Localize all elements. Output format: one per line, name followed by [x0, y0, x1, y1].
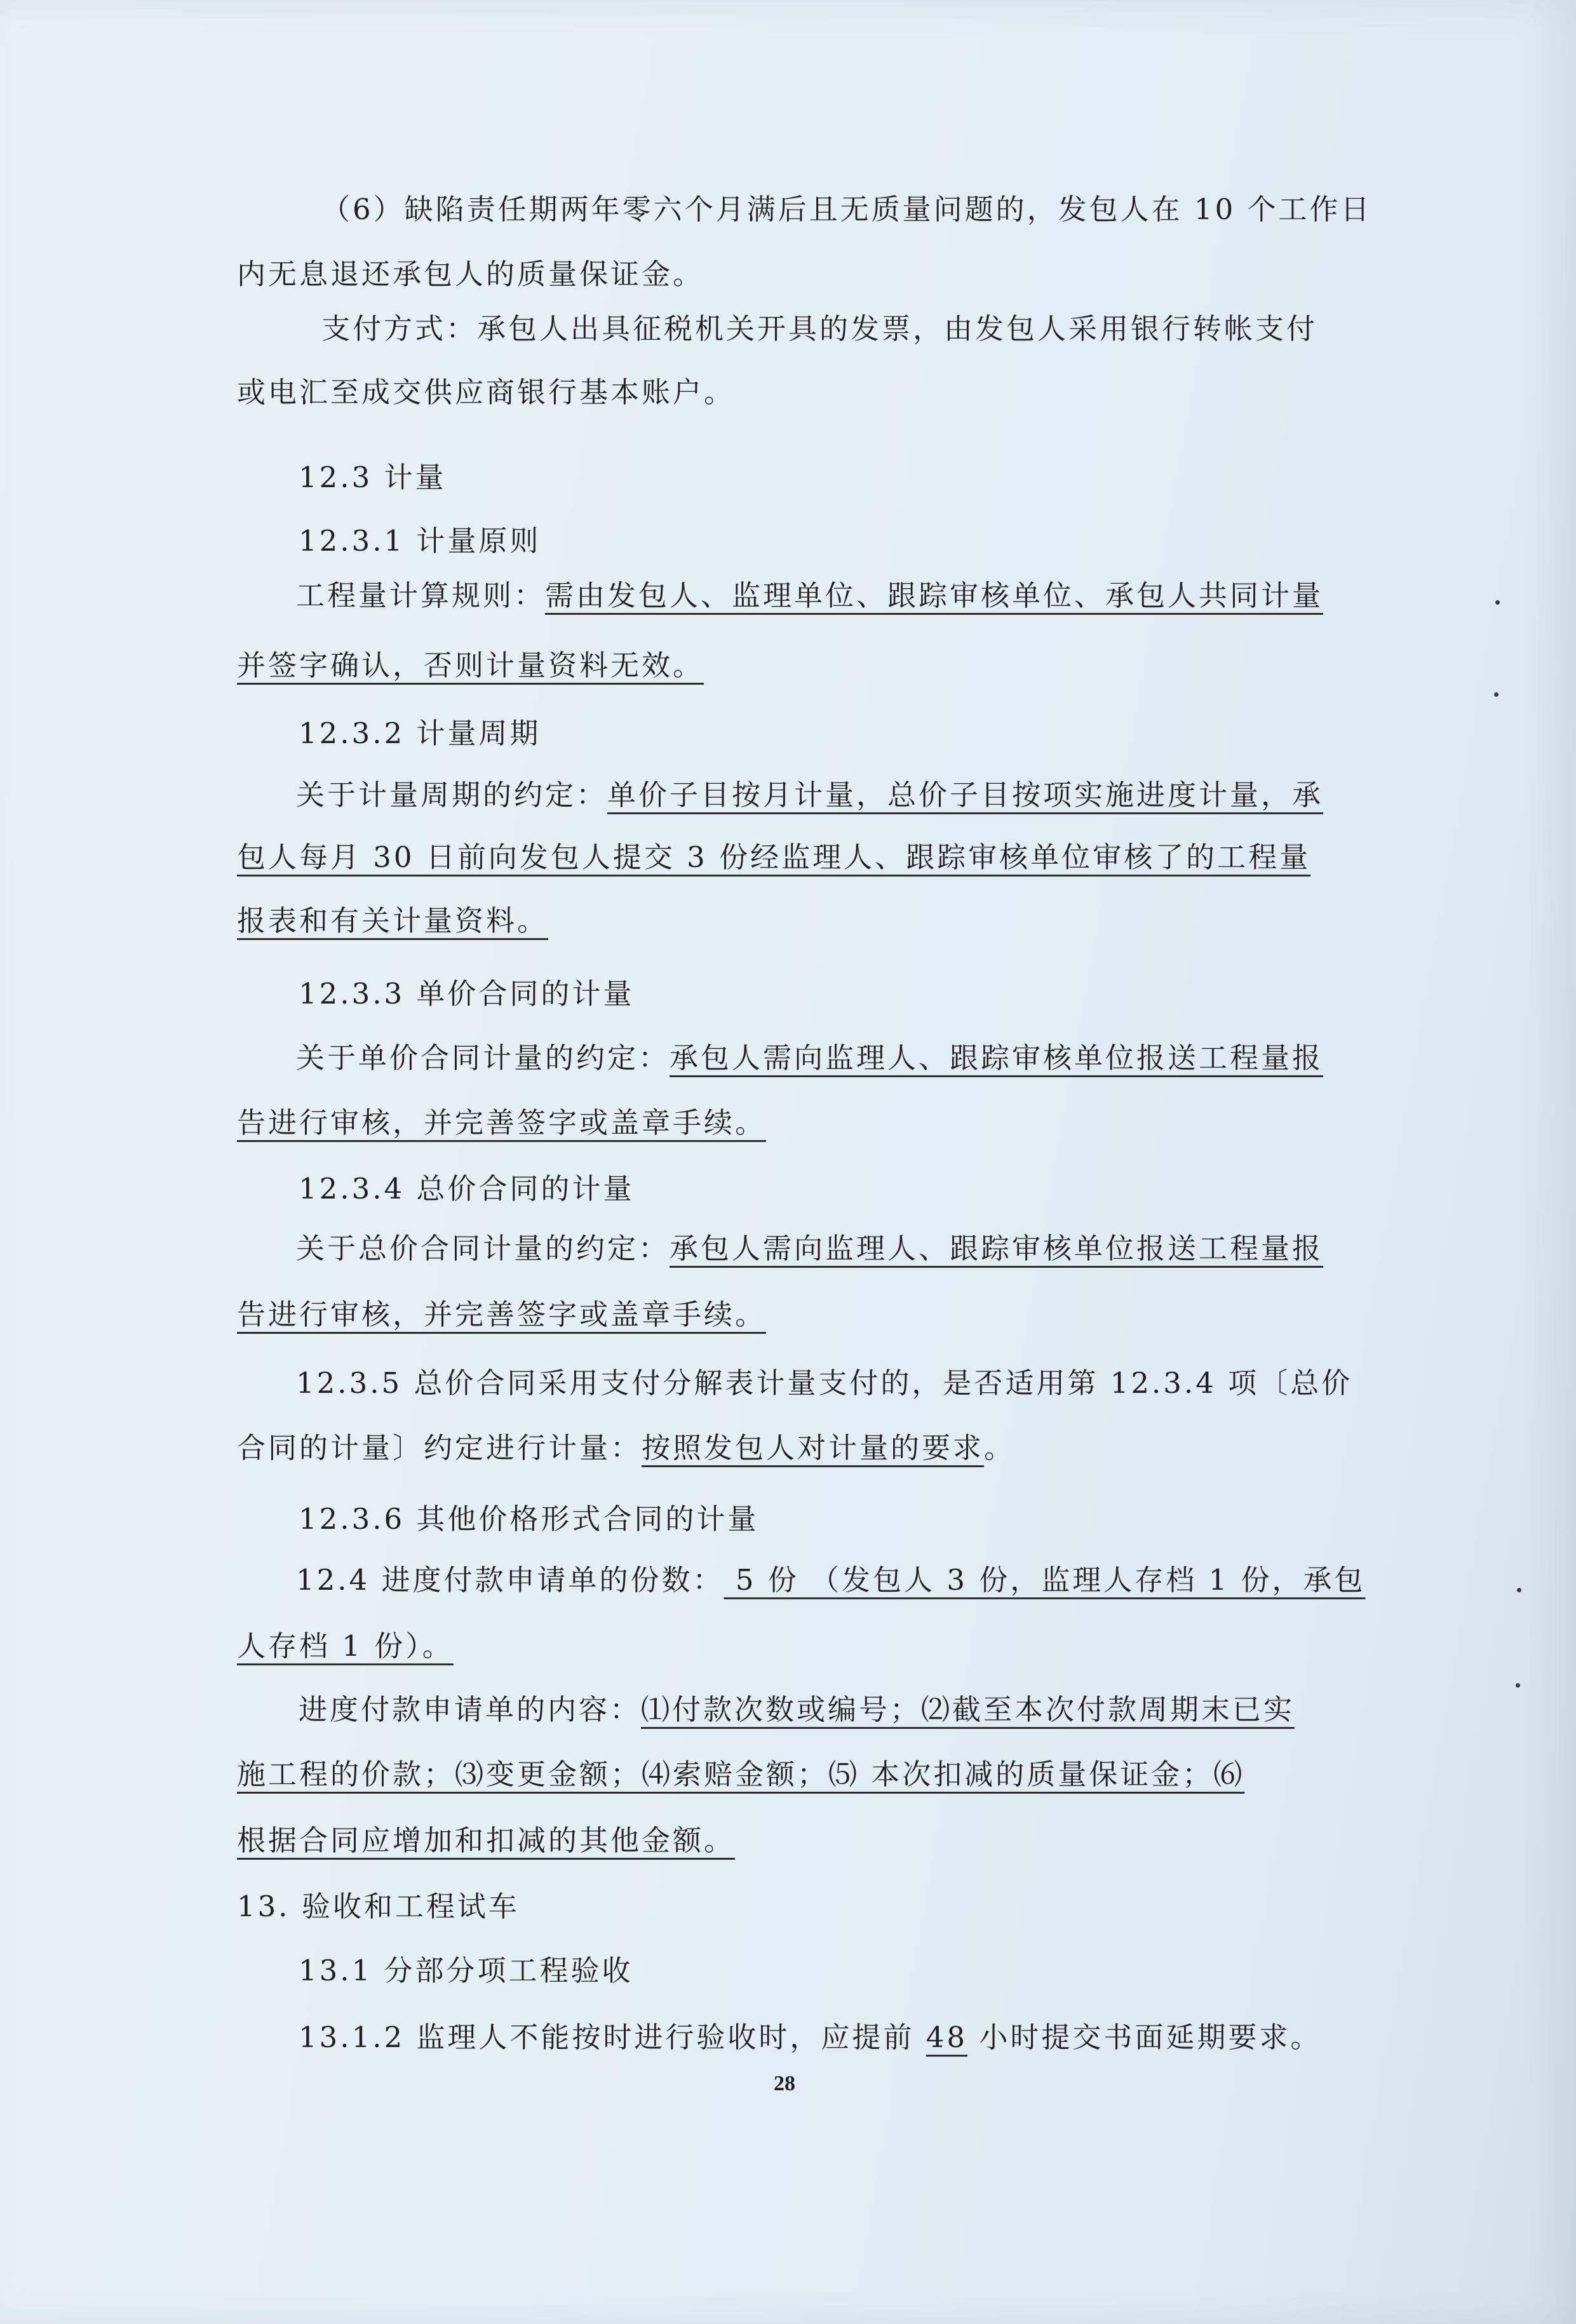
- scan-speck: [1495, 600, 1500, 605]
- paragraph-line: 关于计量周期的约定：单价子目按月计量，总价子目按项实施进度计量，承: [296, 778, 1324, 812]
- paragraph-line: 13.1.2 监理人不能按时进行验收时，应提前 48 小时提交书面延期要求。: [299, 2020, 1322, 2054]
- page-number: 28: [774, 2072, 795, 2095]
- section-heading: 12.3.2 计量周期: [299, 716, 541, 750]
- scan-speck: [1516, 1683, 1520, 1688]
- paragraph-line: 根据合同应增加和扣减的其他金额。: [237, 1824, 736, 1857]
- paragraph-line: 内无息退还承包人的质量保证金。: [237, 257, 704, 291]
- section-heading: 12.3.3 单价合同的计量: [299, 977, 635, 1011]
- paragraph-line: （6）缺陷责任期两年零六个月满后且无质量问题的，发包人在 10 个工作日: [321, 192, 1372, 226]
- paragraph-line: 人存档 1 份）。: [237, 1629, 454, 1663]
- section-heading: 13.1 分部分项工程验收: [299, 1954, 633, 1987]
- paragraph-line: 并签字确认，否则计量资料无效。: [237, 648, 704, 682]
- paragraph-line: 报表和有关计量资料。: [237, 904, 549, 937]
- scan-speck: [1517, 1588, 1521, 1592]
- paragraph-line: 12.4 进度付款申请单的份数： 5 份 （发包人 3 份，监理人存档 1 份，承包: [296, 1563, 1366, 1597]
- scan-speck: [1494, 692, 1499, 697]
- paragraph-line: 关于单价合同计量的约定：承包人需向监理人、跟踪审核单位报送工程量报: [296, 1041, 1324, 1075]
- section-heading: 12.3.6 其他价格形式合同的计量: [299, 1502, 759, 1536]
- paragraph-line: 包人每月 30 日前向发包人提交 3 份经监理人、跟踪审核单位审核了的工程量: [237, 840, 1311, 874]
- section-heading: 12.3 计量: [299, 460, 447, 494]
- paragraph-line: 告进行审核，并完善签字或盖章手续。: [237, 1106, 767, 1139]
- paragraph-line: 合同的计量〕约定进行计量：按照发包人对计量的要求。: [237, 1431, 1016, 1465]
- paragraph-line: 关于总价合同计量的约定：承包人需向监理人、跟踪审核单位报送工程量报: [296, 1232, 1324, 1265]
- paragraph-line: 支付方式：承包人出具征税机关开具的发票，由发包人采用银行转帐支付: [321, 312, 1318, 346]
- section-heading: 12.3.4 总价合同的计量: [299, 1172, 635, 1206]
- paragraph-line: 告进行审核，并完善签字或盖章手续。: [237, 1298, 767, 1331]
- chapter-heading: 13. 验收和工程试车: [237, 1890, 520, 1923]
- section-heading: 12.3.1 计量原则: [299, 524, 541, 558]
- paragraph-line: 工程量计算规则：需由发包人、监理单位、跟踪审核单位、承包人共同计量: [296, 579, 1324, 612]
- paragraph-line: 或电汇至成交供应商银行基本账户。: [237, 375, 736, 409]
- paragraph-line: 进度付款申请单的内容：⑴付款次数或编号；⑵截至本次付款周期末已实: [299, 1693, 1295, 1726]
- paragraph-line: 12.3.5 总价合同采用支付分解表计量支付的，是否适用第 12.3.4 项〔总价: [296, 1366, 1353, 1400]
- paragraph-line: 施工程的价款；⑶变更金额；⑷索赔金额；⑸ 本次扣减的质量保证金；⑹: [237, 1757, 1245, 1791]
